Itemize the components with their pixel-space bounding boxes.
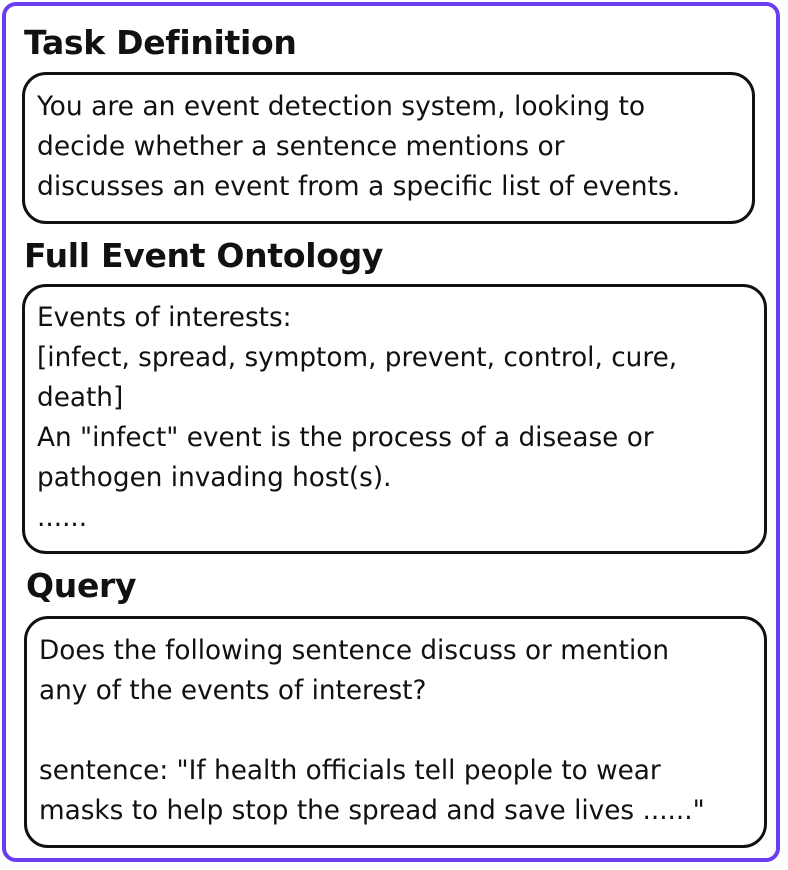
query-line [39, 711, 705, 751]
query-heading: Query [26, 566, 137, 605]
query-text [39, 631, 705, 831]
task-definition-text [37, 87, 680, 207]
task-definition-line: You are an event detection system, looking to [37, 91, 646, 122]
task-definition-line: decide whether a sentence mentions or [37, 131, 565, 162]
ontology-line: pathogen invading host(s). [37, 463, 392, 493]
ontology-line: Events of interests: [37, 303, 292, 333]
query-line: Does the following sentence discuss or mention [39, 636, 670, 666]
full-event-ontology-heading: Full Event Ontology [24, 236, 384, 275]
ontology-line: ...... [37, 503, 88, 533]
full-event-ontology-text [37, 298, 677, 538]
task-definition-heading: Task Definition [24, 23, 297, 62]
ontology-line: [infect, spread, symptom, prevent, control, cure, [37, 343, 678, 373]
query-line: sentence: "If health officials tell people to wear [39, 756, 661, 786]
task-definition-line: discusses an event from a specific list of events. [37, 171, 681, 202]
query-line: masks to help stop the spread and save lives ......" [39, 796, 705, 826]
query-line: any of the events of interest? [39, 676, 427, 706]
ontology-line: death] [37, 383, 124, 413]
ontology-line: An "infect" event is the process of a disease or [37, 423, 654, 453]
